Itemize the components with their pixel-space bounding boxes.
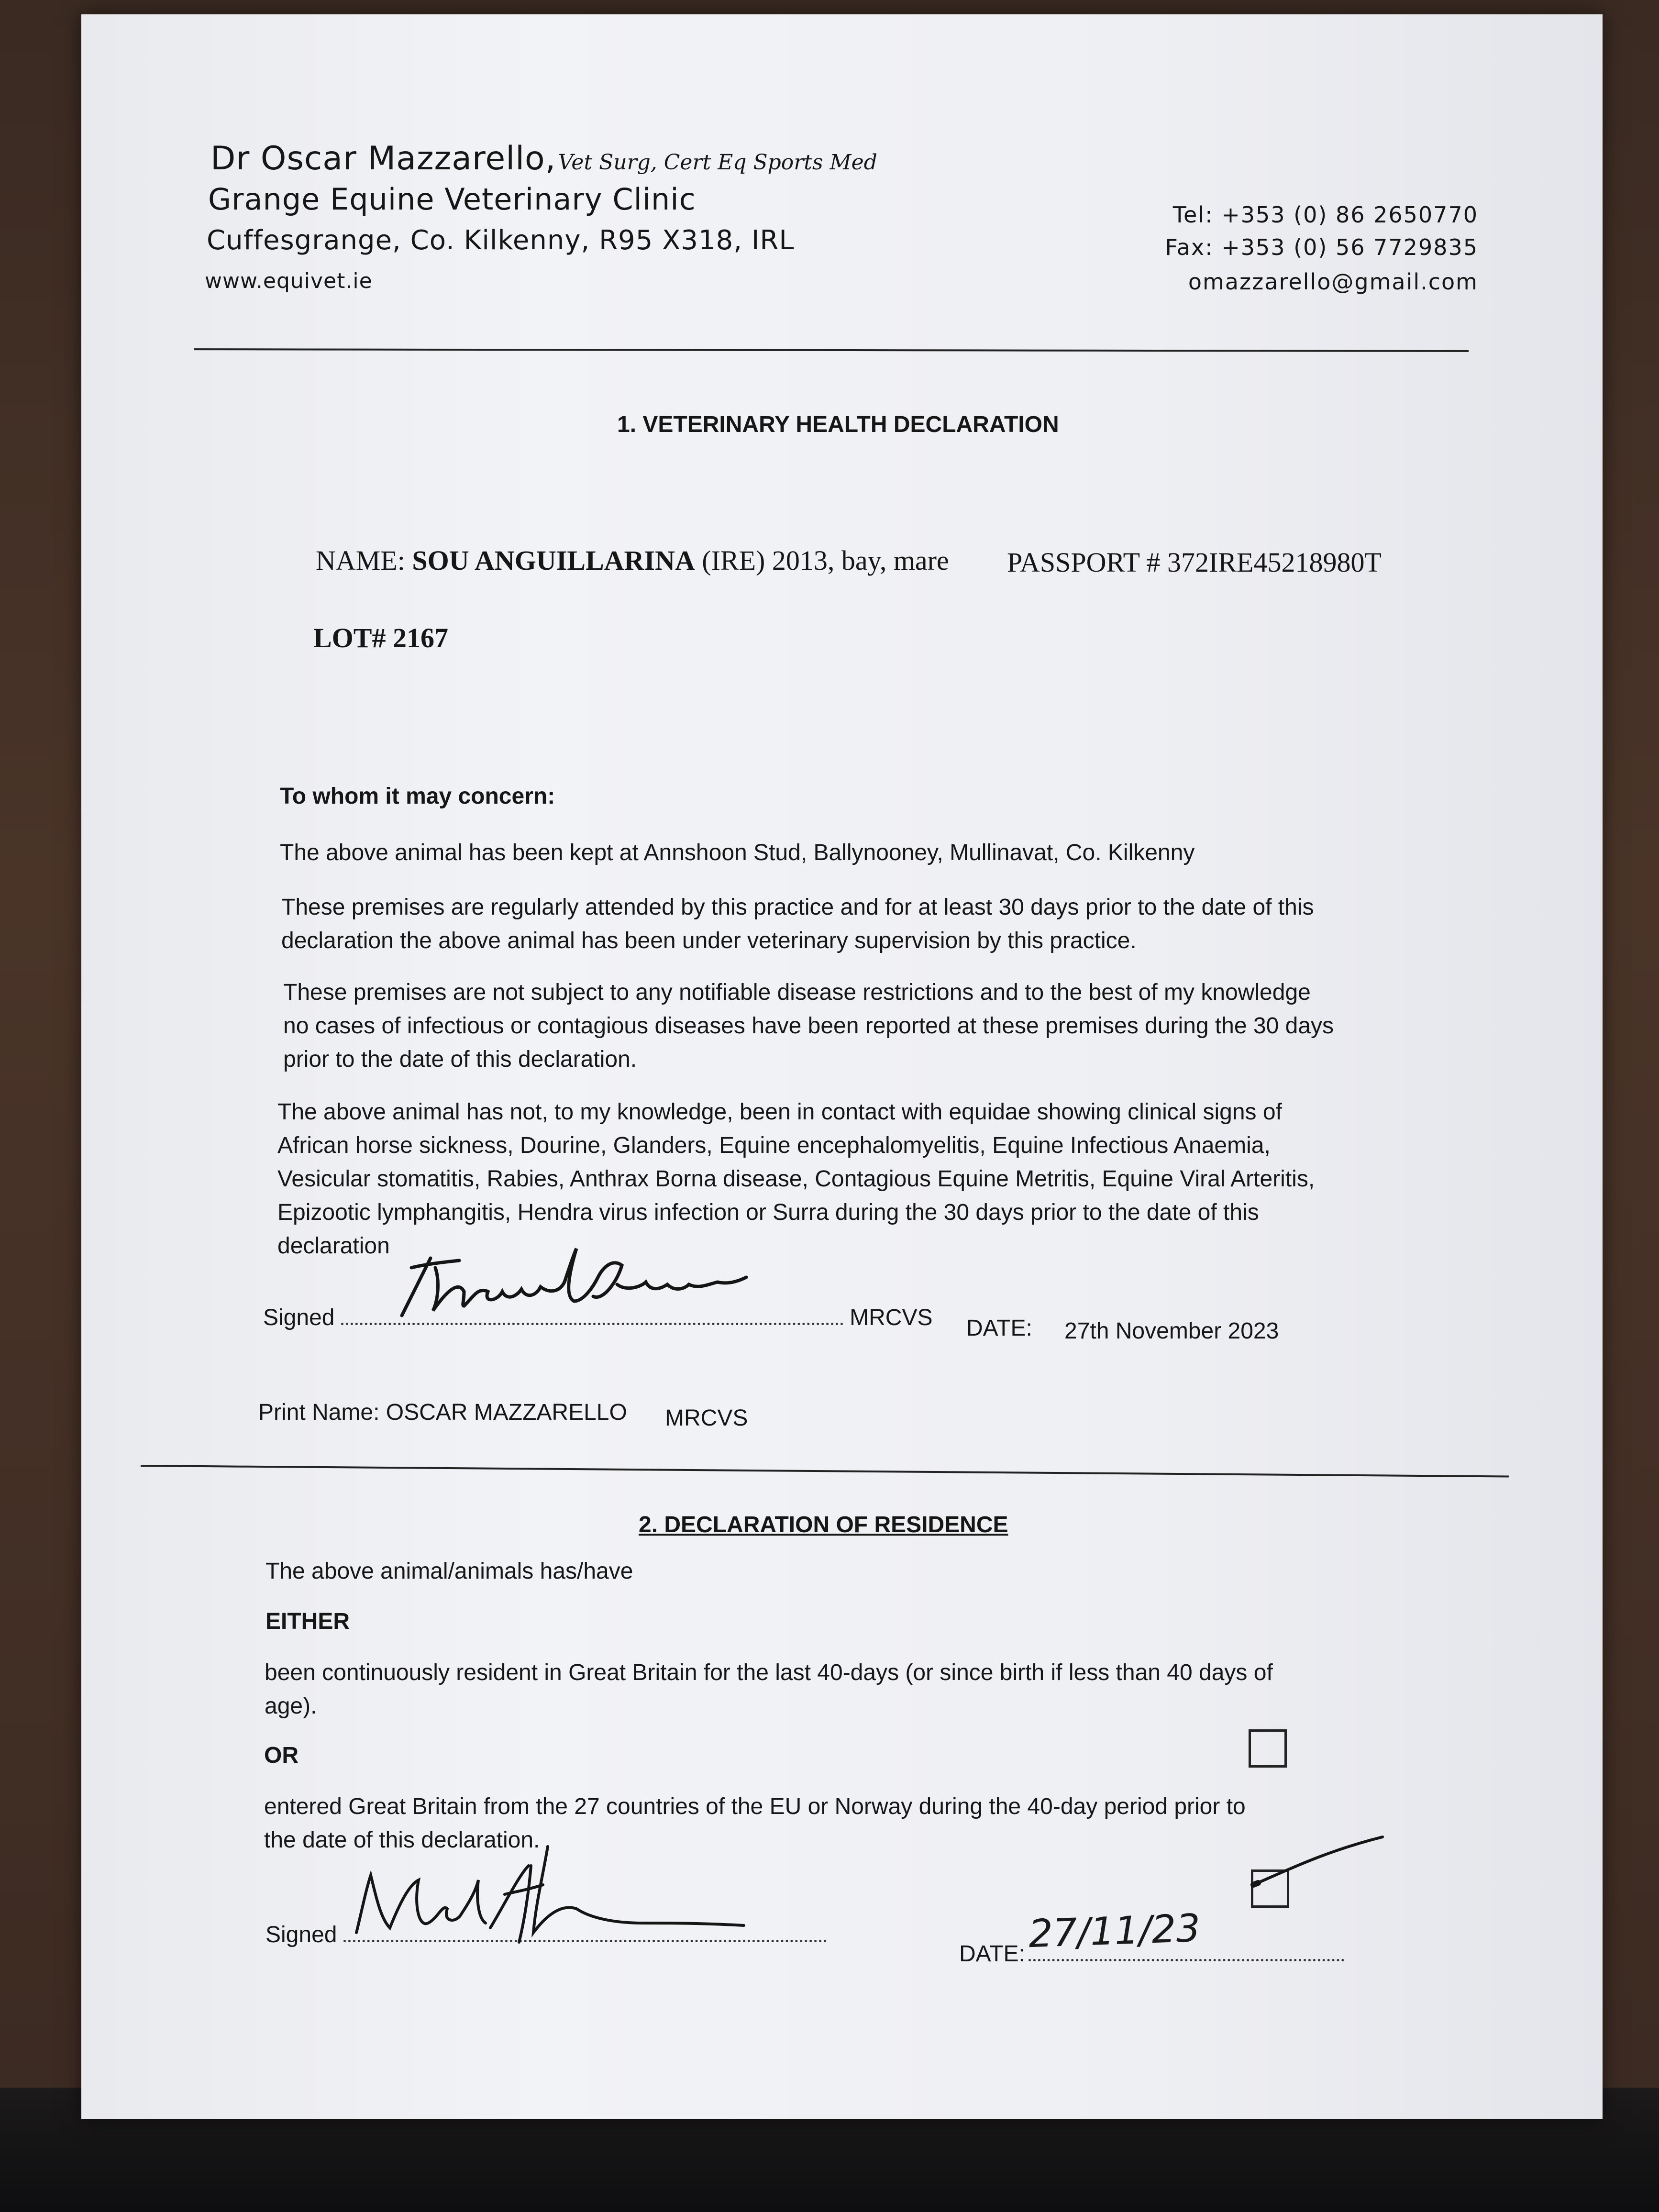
or-label: OR bbox=[264, 1743, 299, 1768]
signed-label: Signed bbox=[265, 1922, 337, 1947]
paragraph-line: Epizootic lymphangitis, Hendra virus infection or Surra during the 30 days prior to the date of this bbox=[277, 1200, 1259, 1225]
date-value-1: 27th November 2023 bbox=[1064, 1318, 1279, 1344]
option1-checkbox[interactable] bbox=[1249, 1729, 1287, 1768]
header-divider bbox=[194, 348, 1469, 352]
paragraph-line: declaration the above animal has been under veterinary supervision by this practice. bbox=[281, 928, 1137, 953]
print-name: Print Name: OSCAR MAZZARELLO bbox=[258, 1400, 627, 1425]
salutation: To whom it may concern: bbox=[280, 784, 555, 809]
checkmark-icon bbox=[1249, 1832, 1392, 1899]
paragraph-line: Vesicular stomatitis, Rabies, Anthrax Borna disease, Contagious Equine Metritis, Equine Viral Arteritis, bbox=[277, 1166, 1315, 1192]
print-name-mrcvs: MRCVS bbox=[665, 1405, 748, 1431]
paragraph-line: age). bbox=[265, 1693, 317, 1719]
paragraph-line: no cases of infectious or contagious diseases have been reported at these premises during the 30 days bbox=[283, 1013, 1334, 1039]
date-dotted-line bbox=[1029, 1954, 1344, 1961]
paragraph-line: These premises are not subject to any notifiable disease restrictions and to the best of my knowledge bbox=[283, 980, 1311, 1005]
paragraph-kept-at: The above animal has been kept at Annshoon Stud, Ballynooney, Mullinavat, Co. Kilkenny bbox=[280, 840, 1195, 865]
clinic-address: Cuffesgrange, Co. Kilkenny, R95 X318, IRL bbox=[207, 225, 795, 256]
letterhead-vet-line bbox=[210, 140, 877, 177]
signed-label: Signed bbox=[263, 1305, 335, 1330]
date-label-1: DATE: bbox=[966, 1316, 1032, 1341]
paragraph-line: entered Great Britain from the 27 countries of the EU or Norway during the 40-day period prior to bbox=[264, 1794, 1246, 1819]
paragraph-disease-contact bbox=[277, 1095, 1387, 1263]
clinic-email: omazzarello@gmail.com bbox=[1188, 269, 1478, 295]
paragraph-line: prior to the date of this declaration. bbox=[283, 1047, 637, 1072]
paragraph-line: These premises are regularly attended by this practice and for at least 30 days prior to the date of this bbox=[281, 895, 1314, 920]
paragraph-line: declaration bbox=[277, 1233, 390, 1259]
paragraph-line: The above animal has not, to my knowledge, been in contact with equidae showing clinical signs of bbox=[277, 1099, 1282, 1125]
paragraph-restrictions bbox=[283, 976, 1379, 1076]
horse-name: SOU ANGUILLARINA bbox=[412, 545, 695, 576]
paragraph-line: the date of this declaration. bbox=[264, 1827, 540, 1853]
declaration-document bbox=[81, 14, 1603, 2119]
mrcvs-label: MRCVS bbox=[850, 1305, 933, 1330]
paragraph-line: African horse sickness, Dourine, Glanders, Equine encephalomyelitis, Equine Infectious Anaemia, bbox=[277, 1133, 1271, 1158]
vet-signature bbox=[392, 1239, 823, 1325]
passport-number: PASSPORT # 372IRE45218980T bbox=[1007, 547, 1382, 578]
clinic-fax: Fax: +353 (0) 56 7729835 bbox=[1165, 234, 1478, 260]
date-label: DATE: bbox=[959, 1941, 1025, 1967]
option1-text bbox=[265, 1656, 1365, 1723]
handwritten-date: 27/11/23 bbox=[1028, 1905, 1201, 1957]
horse-name-line bbox=[316, 544, 949, 576]
horse-details: (IRE) 2013, bay, mare bbox=[695, 545, 949, 576]
lot-number: LOT# 2167 bbox=[313, 622, 448, 653]
clinic-name: Grange Equine Veterinary Clinic bbox=[208, 182, 696, 217]
vet-name: Dr Oscar Mazzarello, bbox=[210, 140, 556, 177]
section-divider bbox=[141, 1465, 1509, 1477]
either-label: EITHER bbox=[265, 1609, 350, 1634]
paragraph-supervision bbox=[281, 891, 1386, 958]
residence-intro: The above animal/animals has/have bbox=[265, 1559, 633, 1584]
paragraph-line: been continuously resident in Great Britain for the last 40-days (or since birth if less than 40 days of bbox=[265, 1660, 1273, 1685]
section2-title: 2. DECLARATION OF RESIDENCE bbox=[639, 1512, 1008, 1537]
name-label: NAME: bbox=[316, 545, 412, 576]
vet-credentials: Vet Surg, Cert Eq Sports Med bbox=[558, 150, 877, 175]
clinic-tel: Tel: +353 (0) 86 2650770 bbox=[1172, 202, 1478, 228]
section1-title: 1. VETERINARY HEALTH DECLARATION bbox=[617, 412, 1059, 437]
owner-signature bbox=[347, 1847, 849, 1957]
clinic-website: www.equivet.ie bbox=[205, 269, 373, 293]
